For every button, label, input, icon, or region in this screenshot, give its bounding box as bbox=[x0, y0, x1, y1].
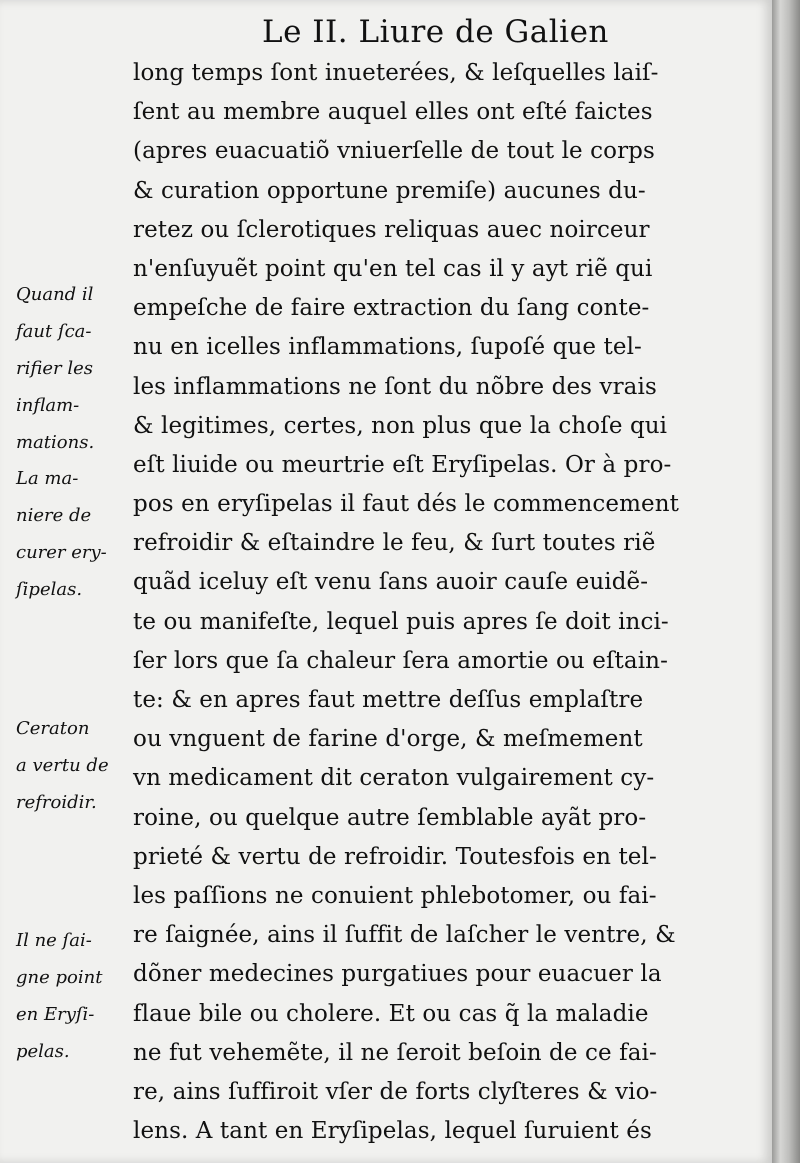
body-line: dõner medecines purgatiues pour euacuer la bbox=[133, 961, 662, 988]
body-line: eſt liuide ou meurtrie eſt Eryſipelas. Or à pro- bbox=[133, 451, 672, 478]
body-line: te: & en apres faut mettre deſſus emplaſtre bbox=[133, 687, 644, 713]
body-line: les paſſions ne conuient phlebotomer, ou fai- bbox=[133, 882, 657, 909]
body-line: pos en eryſipelas il faut dés le commencement bbox=[133, 491, 679, 518]
body-line: re, ains ſuffiroit vſer de forts clyſteres & vio- bbox=[133, 1078, 658, 1105]
body-line: quãd iceluy eſt venu ſans auoir cauſe euidẽ- bbox=[133, 569, 649, 596]
margin-note-erysipelas-cure bbox=[16, 460, 134, 608]
margin-note-line: curer ery- bbox=[16, 542, 107, 563]
margin-note-line: Il ne ſai- bbox=[16, 930, 92, 951]
margin-note-line: en Eryſi- bbox=[16, 1004, 95, 1025]
body-line: les inflammations ne ſont du nõbre des vrais bbox=[133, 373, 657, 400]
body-line: & curation opportune premiſe) aucunes du- bbox=[133, 177, 646, 204]
running-title: Le II. Liure de Galien bbox=[262, 14, 609, 50]
body-line: roine, ou quelque autre ſemblable ayãt pro- bbox=[133, 804, 647, 831]
body-line: long temps ſont inueterées, & leſquelles laiſ- bbox=[133, 60, 659, 86]
margin-note-no-bleeding bbox=[16, 922, 134, 1070]
body-line: n'enſuyuẽt point qu'en tel cas il y ayt riẽ qui bbox=[133, 255, 653, 282]
body-line: ou vnguent de farine d'orge, & meſmement bbox=[133, 726, 643, 753]
body-line: (apres euacuatiõ vniuerſelle de tout le corps bbox=[133, 138, 655, 165]
margin-note-line: niere de bbox=[16, 505, 92, 526]
margin-note-line: inflam- bbox=[16, 395, 80, 416]
margin-note-line: pelas. bbox=[16, 1041, 70, 1062]
body-line: re ſaignée, ains il ſuffit de laſcher le ventre, & bbox=[133, 922, 676, 949]
body-line: & legitimes, certes, non plus que la choſe qui bbox=[133, 412, 668, 439]
body-line: vn medicament dit ceraton vulgairement cy- bbox=[133, 765, 655, 792]
margin-note-line: faut ſca- bbox=[16, 321, 92, 342]
body-line: lens. A tant en Eryſipelas, lequel ſuruient és bbox=[133, 1118, 652, 1145]
body-text bbox=[133, 54, 738, 1151]
margin-note-line: Quand il bbox=[16, 284, 94, 305]
margin-note-line: a vertu de bbox=[16, 755, 109, 776]
body-line: nu en icelles inflammations, ſupoſé que tel- bbox=[133, 334, 642, 361]
body-line: te ou manifeſte, lequel puis apres ſe doit inci- bbox=[133, 608, 669, 635]
margin-note-line: ſipelas. bbox=[16, 579, 83, 600]
margin-note-scarification bbox=[16, 276, 134, 461]
body-line: flaue bile ou cholere. Et ou cas q̃ la maladie bbox=[133, 1000, 649, 1027]
body-line: ſer lors que ſa chaleur ſera amortie ou eſtain- bbox=[133, 647, 668, 674]
margin-note-line: gne point bbox=[16, 967, 103, 988]
body-line: refroidir & eſtaindre le feu, & ſurt toutes riẽ bbox=[133, 530, 656, 557]
margin-note-line: Ceraton bbox=[16, 718, 90, 739]
body-line: ne fut vehemẽte, il ne ſeroit beſoin de ce fai- bbox=[133, 1039, 657, 1066]
margin-note-line: La ma- bbox=[16, 468, 79, 489]
body-line: retez ou ſclerotiques reliquas auec noirceur bbox=[133, 216, 650, 243]
page-edge bbox=[772, 0, 800, 1163]
margin-note-ceraton bbox=[16, 710, 134, 821]
margin-note-line: refroidir. bbox=[16, 792, 97, 813]
body-line: ſent au membre auquel elles ont eſté faictes bbox=[133, 99, 653, 126]
margin-note-line: rifier les bbox=[16, 358, 93, 379]
body-line: prieté & vertu de refroidir. Toutesfois en tel- bbox=[133, 843, 657, 870]
body-line: empeſche de faire extraction du ſang conte- bbox=[133, 295, 650, 322]
margin-note-line: mations. bbox=[16, 432, 95, 453]
